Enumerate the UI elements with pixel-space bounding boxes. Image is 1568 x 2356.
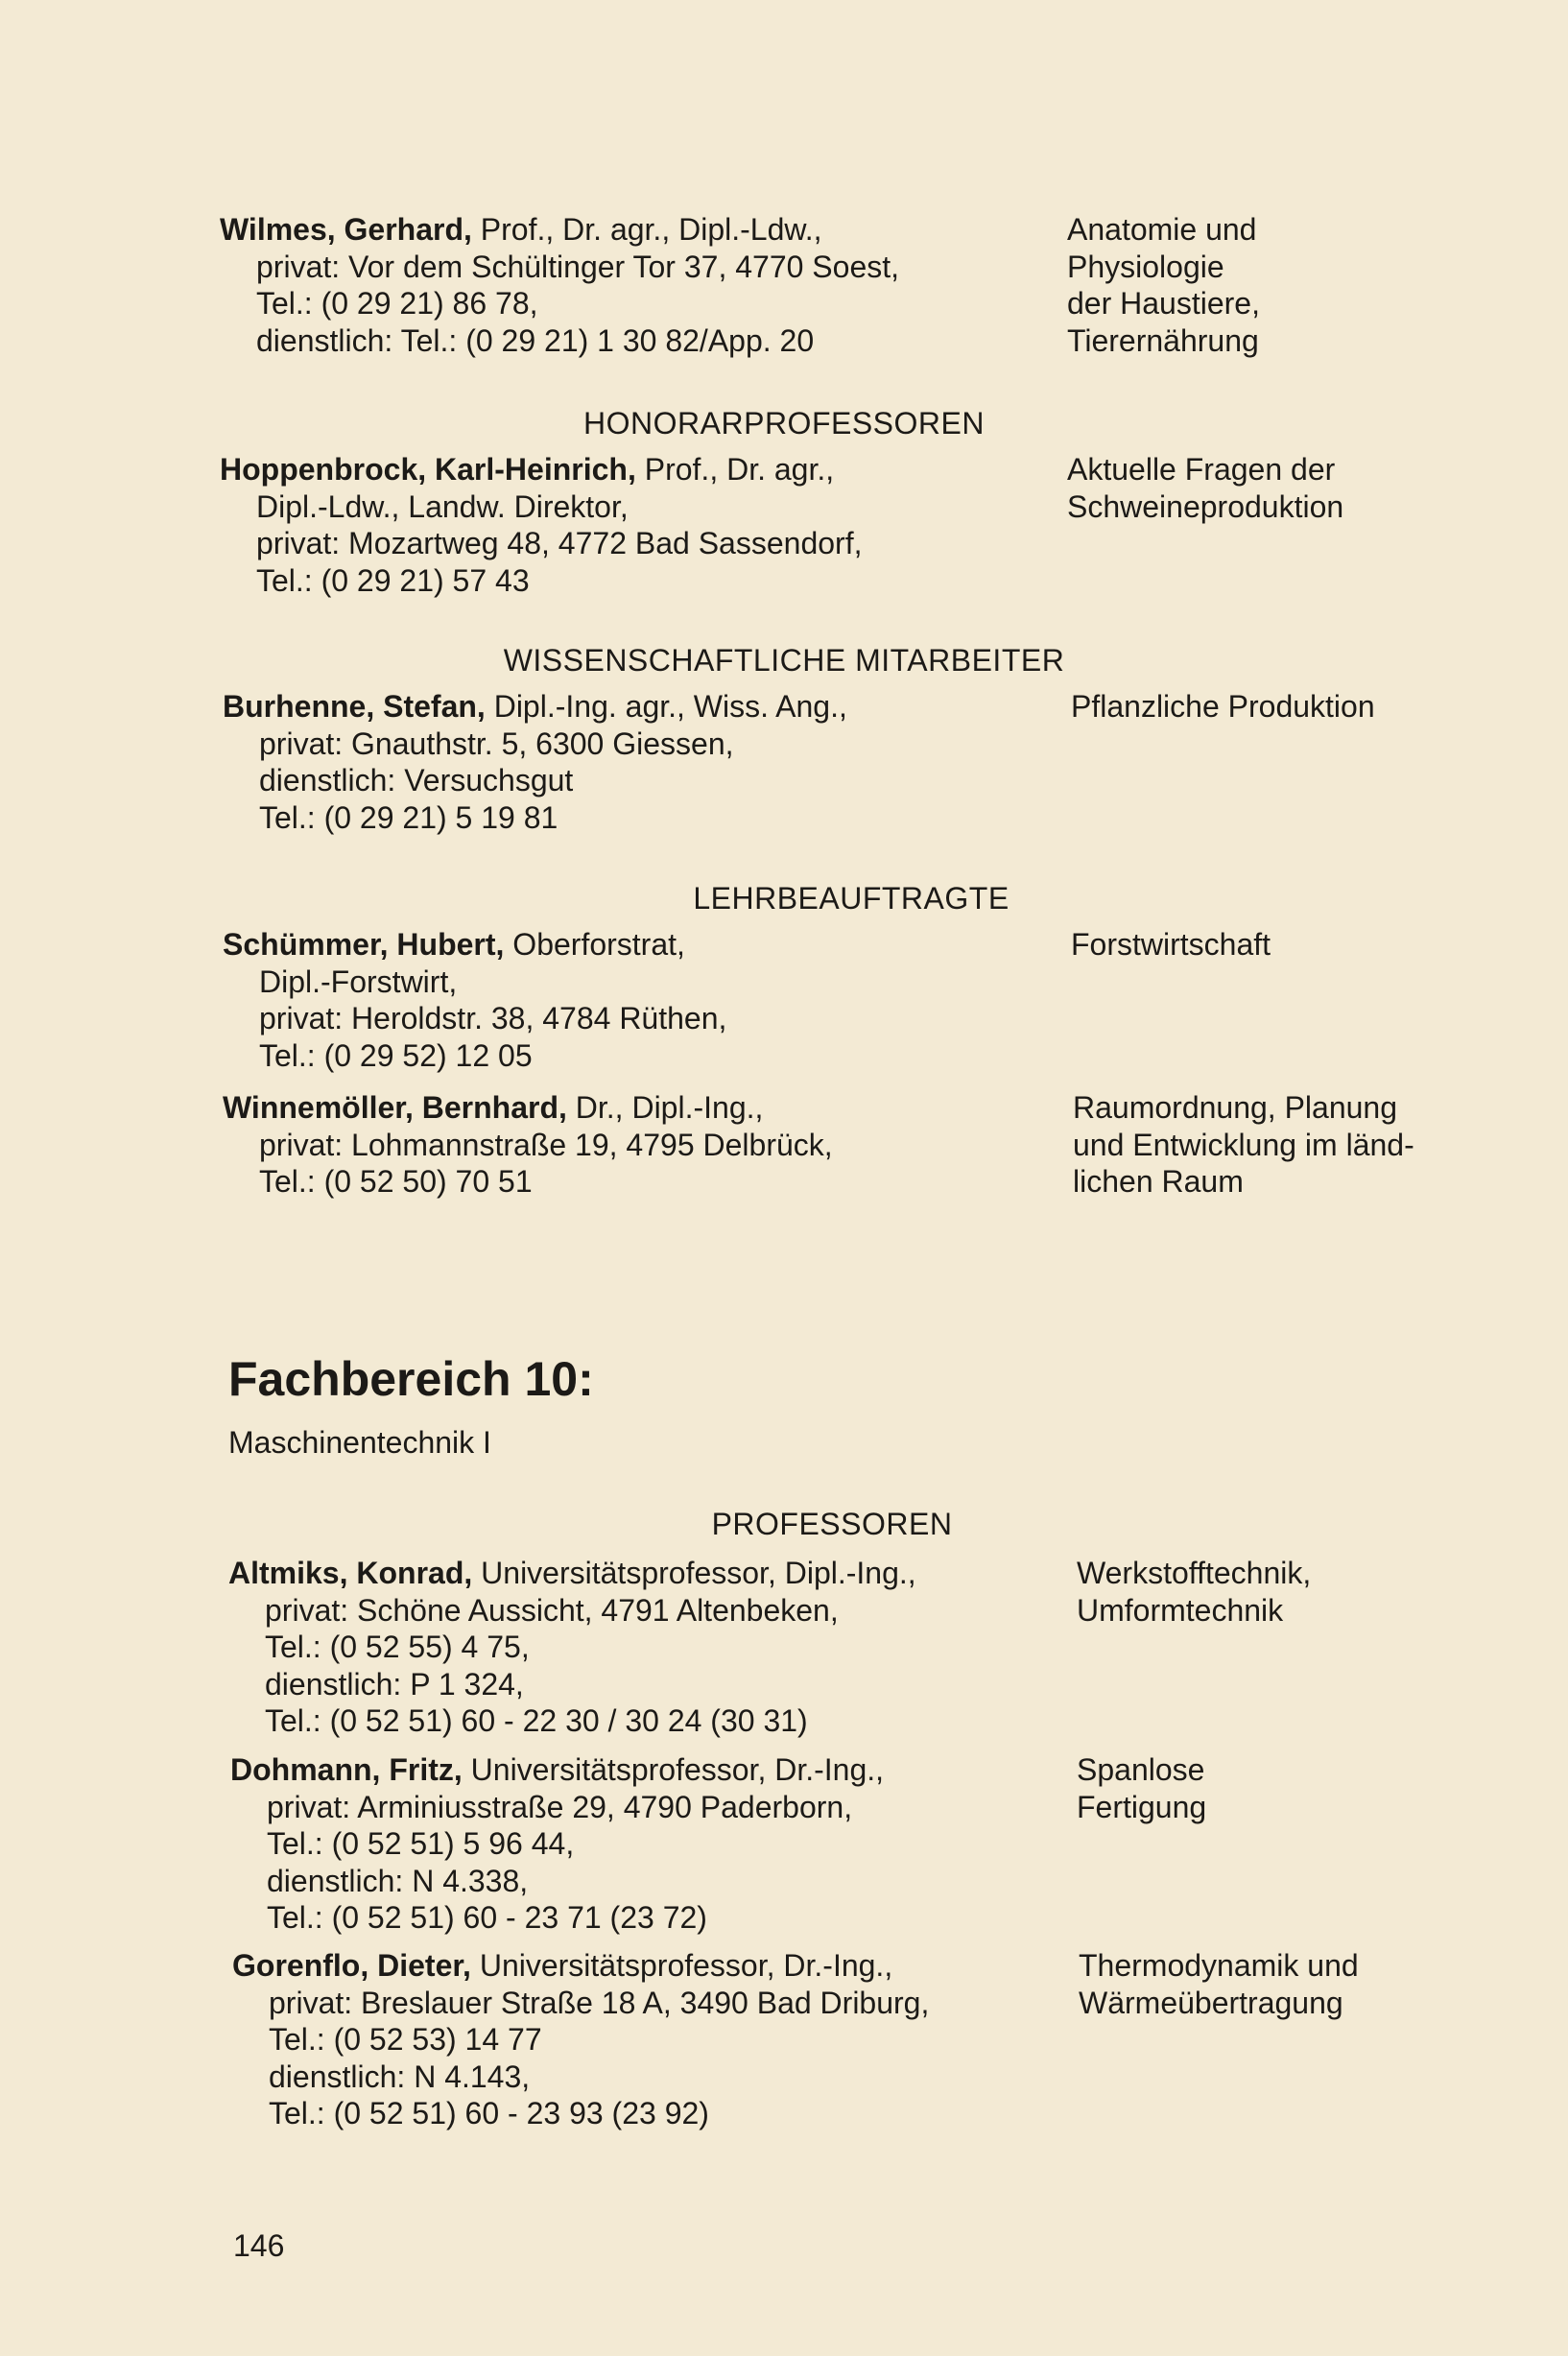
person-title: Universitätsprofessor, Dr.-Ing., bbox=[470, 1948, 893, 1983]
person-entry bbox=[223, 1089, 833, 1201]
subject-area bbox=[1071, 926, 1271, 964]
person-name: Wilmes, Gerhard, bbox=[220, 212, 472, 247]
person-title: Prof., Dr. agr., Dipl.-Ldw., bbox=[471, 212, 822, 247]
subject-line: Umformtechnik bbox=[1077, 1592, 1284, 1628]
subject-line: Fertigung bbox=[1077, 1789, 1207, 1824]
person-name: Dohmann, Fritz, bbox=[230, 1752, 463, 1787]
person-entry bbox=[230, 1751, 884, 1937]
person-detail: dienstlich: Versuchsgut bbox=[259, 763, 574, 797]
person-detail: Tel.: (0 52 51) 60 - 22 30 / 30 24 (30 31) bbox=[265, 1703, 808, 1738]
section-heading-honorarprofessoren: HONORARPROFESSOREN bbox=[583, 406, 985, 440]
person-detail: Tel.: (0 52 55) 4 75, bbox=[265, 1630, 530, 1664]
subject-line: lichen Raum bbox=[1073, 1164, 1244, 1199]
person-detail: Dipl.-Ldw., Landw. Direktor, bbox=[256, 488, 629, 524]
person-detail: Tel.: (0 52 51) 60 - 23 71 (23 72) bbox=[267, 1900, 707, 1935]
subject-area bbox=[1077, 1555, 1311, 1629]
page-number: 146 bbox=[233, 2228, 285, 2263]
person-detail: Tel.: (0 29 21) 57 43 bbox=[256, 562, 530, 598]
person-detail: Tel.: (0 52 53) 14 77 bbox=[269, 2022, 542, 2057]
subject-line: Pflanzliche Produktion bbox=[1071, 689, 1375, 724]
person-detail: Tel.: (0 29 52) 12 05 bbox=[259, 1037, 533, 1073]
subject-area bbox=[1077, 1751, 1206, 1825]
person-entry bbox=[223, 688, 847, 836]
person-entry bbox=[223, 926, 726, 1074]
person-detail: privat: Arminiusstraße 29, 4790 Paderborn, bbox=[267, 1789, 853, 1824]
person-detail: privat: Heroldstr. 38, 4784 Rüthen, bbox=[259, 1001, 727, 1035]
person-name: Schümmer, Hubert, bbox=[223, 927, 505, 962]
person-title: Universitätsprofessor, Dipl.-Ing., bbox=[472, 1556, 916, 1590]
subject-line: Forstwirtschaft bbox=[1071, 927, 1271, 962]
person-heading-line bbox=[230, 1751, 884, 1789]
subject-line: Tierernährung bbox=[1067, 322, 1259, 358]
person-detail: privat: Schöne Aussicht, 4791 Altenbeken, bbox=[265, 1592, 839, 1628]
person-detail: Dipl.-Forstwirt, bbox=[259, 964, 458, 999]
person-heading-line bbox=[232, 1947, 929, 1985]
subject-area bbox=[1067, 451, 1343, 525]
person-name: Gorenflo, Dieter, bbox=[232, 1948, 471, 1983]
person-title: Prof., Dr. agr., bbox=[635, 452, 835, 487]
person-entry bbox=[220, 451, 862, 599]
person-detail: Tel.: (0 52 51) 60 - 23 93 (23 92) bbox=[269, 2096, 709, 2130]
subject-area bbox=[1071, 688, 1375, 726]
person-detail: Tel.: (0 29 21) 5 19 81 bbox=[259, 799, 558, 835]
person-title: Oberforstrat, bbox=[504, 927, 685, 962]
person-entry bbox=[220, 211, 899, 359]
subject-line: der Haustiere, bbox=[1067, 286, 1260, 321]
person-heading-line bbox=[223, 926, 726, 964]
person-detail: privat: Breslauer Straße 18 A, 3490 Bad Driburg, bbox=[269, 1985, 930, 2020]
person-title: Dr., Dipl.-Ing., bbox=[566, 1090, 764, 1125]
subject-line: Aktuelle Fragen der bbox=[1067, 452, 1336, 487]
subject-line: Wärmeübertragung bbox=[1079, 1985, 1343, 2020]
subject-area bbox=[1079, 1947, 1359, 2021]
person-detail: privat: Mozartweg 48, 4772 Bad Sassendorf, bbox=[256, 526, 863, 560]
person-detail: Tel.: (0 29 21) 86 78, bbox=[256, 286, 538, 321]
person-detail: dienstlich: Tel.: (0 29 21) 1 30 82/App. 20 bbox=[256, 322, 815, 358]
subject-line: Thermodynamik und bbox=[1079, 1948, 1359, 1983]
person-detail: dienstlich: P 1 324, bbox=[265, 1666, 524, 1702]
person-name: Altmiks, Konrad, bbox=[228, 1556, 473, 1590]
person-heading-line bbox=[223, 688, 847, 726]
faculty-subtitle: Maschinentechnik I bbox=[228, 1425, 491, 1460]
subject-line: Anatomie und bbox=[1067, 212, 1257, 247]
person-detail: privat: Lohmannstraße 19, 4795 Delbrück, bbox=[259, 1127, 833, 1162]
subject-line: Schweineproduktion bbox=[1067, 488, 1344, 524]
person-heading-line bbox=[223, 1089, 833, 1127]
person-heading-line bbox=[228, 1555, 916, 1592]
person-name: Burhenne, Stefan, bbox=[223, 689, 486, 724]
section-heading-professoren: PROFESSOREN bbox=[711, 1507, 953, 1541]
subject-area bbox=[1067, 211, 1260, 359]
person-detail: dienstlich: N 4.338, bbox=[267, 1863, 529, 1898]
person-name: Hoppenbrock, Karl-Heinrich, bbox=[220, 452, 636, 487]
person-entry bbox=[228, 1555, 916, 1740]
person-detail: privat: Vor dem Schültinger Tor 37, 4770 Soest, bbox=[256, 249, 900, 284]
faculty-title: Fachbereich 10: bbox=[228, 1352, 594, 1406]
subject-line: Raumordnung, Planung bbox=[1073, 1090, 1398, 1125]
subject-line: Spanlose bbox=[1077, 1752, 1205, 1787]
subject-line: Werkstofftechnik, bbox=[1077, 1556, 1312, 1590]
person-detail: dienstlich: N 4.143, bbox=[269, 2059, 531, 2094]
person-detail: privat: Gnauthstr. 5, 6300 Giessen, bbox=[259, 726, 734, 761]
subject-line: und Entwicklung im länd- bbox=[1073, 1127, 1414, 1162]
person-detail: Tel.: (0 52 50) 70 51 bbox=[259, 1164, 533, 1199]
person-detail: Tel.: (0 52 51) 5 96 44, bbox=[267, 1826, 575, 1861]
subject-area bbox=[1073, 1089, 1414, 1201]
person-name: Winnemöller, Bernhard, bbox=[223, 1090, 567, 1125]
person-title: Dipl.-Ing. agr., Wiss. Ang., bbox=[485, 689, 847, 724]
person-entry bbox=[232, 1947, 929, 2132]
person-heading-line bbox=[220, 451, 862, 488]
person-heading-line bbox=[220, 211, 899, 249]
section-heading-wissenschaftliche-mitarbeiter: WISSENSCHAFTLICHE MITARBEITER bbox=[503, 643, 1065, 678]
section-heading-lehrbeauftragte: LEHRBEAUFTRAGTE bbox=[693, 881, 1010, 916]
person-title: Universitätsprofessor, Dr.-Ing., bbox=[462, 1752, 885, 1787]
subject-line: Physiologie bbox=[1067, 249, 1224, 284]
